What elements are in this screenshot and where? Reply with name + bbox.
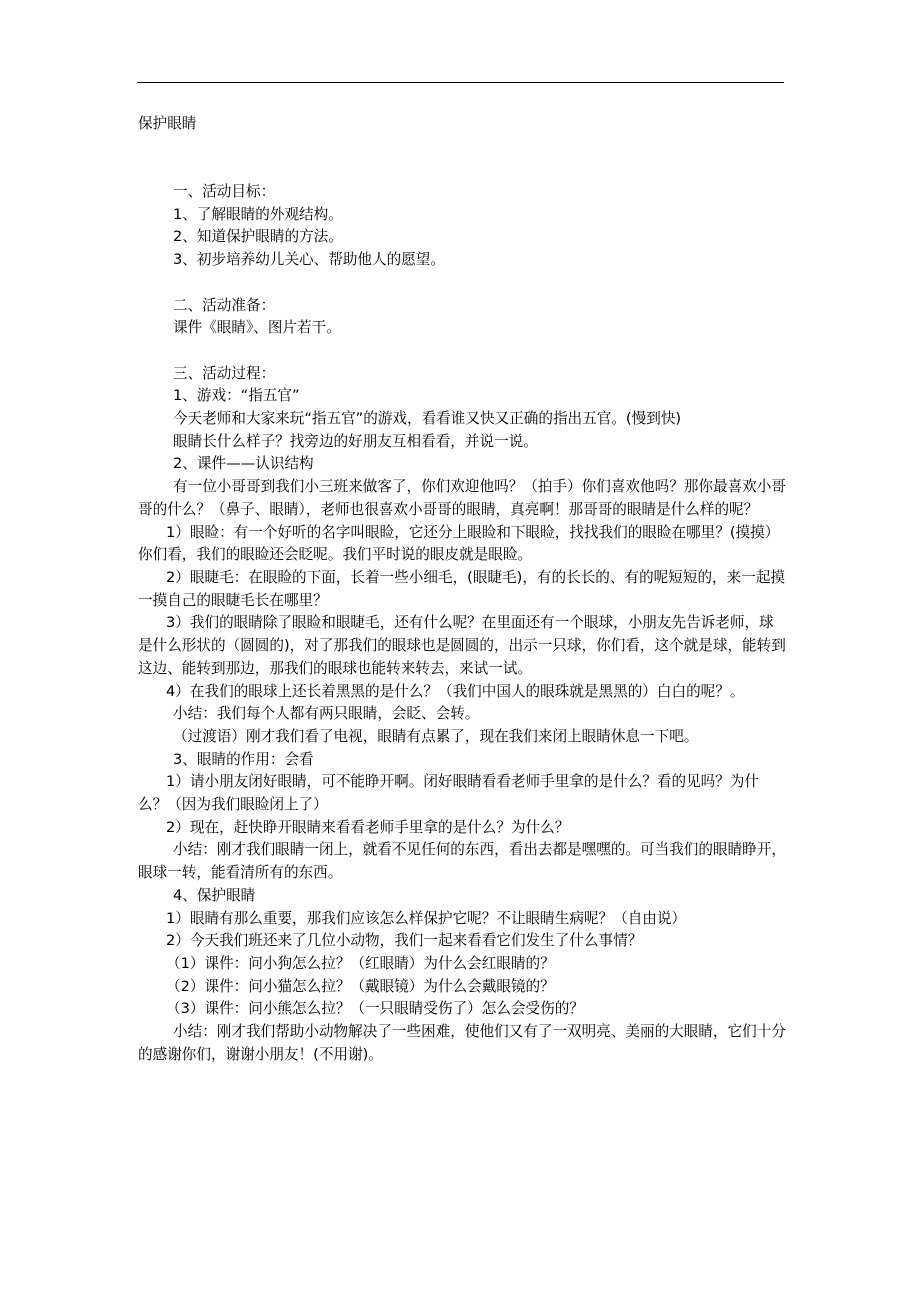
process-line: （过渡语）刚才我们看了电视，眼睛有点累了，现在我们来闭上眼睛休息一下吧。 [173,727,699,745]
process-line: 眼睛长什么样子？找旁边的好朋友互相看看，并说一说。 [173,432,538,450]
process-line: 4、保护眼睛 [173,886,256,904]
process-line: （3）课件：问小熊怎么拉？（一只眼睛受伤了）怎么会受伤的？ [166,1000,584,1018]
process-line: 4）在我们的眼球上还长着黑黑的是什么？（我们中国人的眼珠就是黑黑的）白白的呢？。 [166,682,745,700]
process-line: 1、游戏：“指五官” [173,387,300,405]
preparation-item: 课件《眼睛》、图片若干。 [173,319,341,337]
section-heading-preparation: 二、活动准备： [173,296,276,314]
goal-item: 1、了解眼睛的外观结构。 [173,205,343,223]
section-heading-process: 三、活动过程： [173,364,276,382]
document-title: 保护眼睛 [138,115,197,132]
process-line: （2）课件：问小猫怎么拉？（戴眼镜）为什么会戴眼镜的？ [166,977,555,995]
section-heading-goals: 一、活动目标： [173,183,276,201]
process-line: 1）眼睑：有一个好听的名字叫眼睑，它还分上眼睑和下眼睑，找找我们的眼睑在哪里？(摸摸）你们看，我们的眼睑还会眨呢。我们平时说的眼皮就是眼睑。 [138,523,780,564]
process-line: 2、课件——认识结构 [173,455,314,473]
goal-item: 3、初步培养幼儿关心、帮助他人的愿望。 [173,251,445,269]
process-line: 2）现在，赶快睁开眼睛来看看老师手里拿的是什么？为什么？ [166,818,570,836]
process-line: 1）请小朋友闭好眼睛，可不能睁开啊。闭好眼睛看看老师手里拿的是什么？看的见吗？为什么？（因为我们眼睑闭上了） [138,773,760,814]
process-line: 2）眼睫毛：在眼睑的下面，长着一些小细毛，(眼睫毛)，有的长长的、有的呢短短的，来一起摸一摸自己的眼睫毛长在哪里？ [138,569,786,609]
process-line: 1）眼睛有那么重要，那我们应该怎么样保护它呢？不让眼睛生病呢？（自由说） [166,909,687,927]
process-line: 小结：刚才我们眼睛一闭上，就看不见任何的东西，看出去都是嘿嘿的。可当我们的眼睛睁开，眼球一转，能看清所有的东西。 [138,841,786,882]
process-line: 有一位小哥哥到我们小三班来做客了，你们欢迎他吗？（拍手）你们喜欢他吗？那你最喜欢小哥哥的什么？（鼻子、眼睛），老师也很喜欢小哥哥的眼睛，真亮啊！那哥哥的眼睛是什么样的呢？ [138,478,786,518]
process-line: 今天老师和大家来玩“指五官”的游戏，看看谁又快又正确的指出五官。(慢到快) [173,410,682,428]
process-line: 3、眼睛的作用：会看 [173,750,314,768]
goal-item: 2、知道保护眼睛的方法。 [173,228,343,246]
process-line: 小结：刚才我们帮助小动物解决了一些困难，使他们又有了一双明亮、美丽的大眼睛，它们十分的感谢你们，谢谢小朋友！(不用谢)。 [138,1023,786,1063]
process-line: 小结：我们每个人都有两只眼睛，会眨、会转。 [173,705,480,723]
document-body [138,113,788,1066]
process-line: 3）我们的眼睛除了眼睑和眼睫毛，还有什么呢？在里面还有一个眼球，小朋友先告诉老师，球是什么形状的（圆圆的)，对了那我们的眼球也是圆圆的，出示一只球，你们看，这个就是球，能转到这边、能转到那边，那我们的眼球也能转来转去，来试一试。 [138,614,786,677]
header-rule [137,82,784,83]
process-line: （1）课件：问小狗怎么拉？（红眼睛）为什么会红眼睛的？ [166,954,555,972]
process-line: 2）今天我们班还来了几位小动物，我们一起来看看它们发生了什么事情？ [166,932,643,950]
